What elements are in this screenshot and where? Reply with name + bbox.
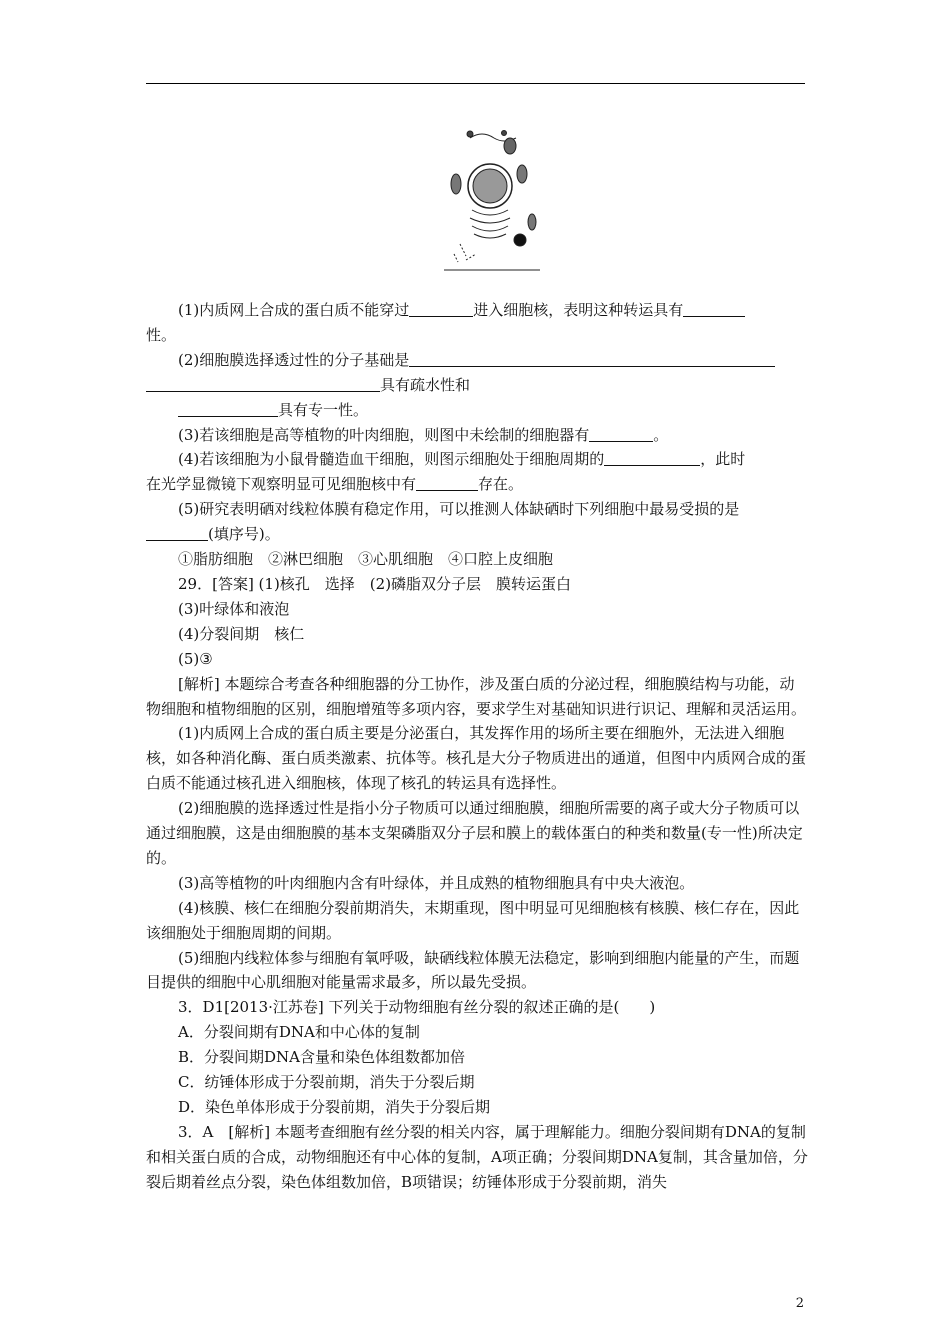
analysis29-e2: (2)细胞膜的选择透过性是指小分子物质可以通过细胞膜，细胞所需要的离子或大分子物质可以通过细胞膜，这是由细胞膜的基本支架磷脂双分子层和膜上的载体蛋白的种类和数量(专一性)所决定的。: [146, 799, 803, 867]
q29-part2-line3: 具有专一性。: [146, 398, 808, 423]
answer29-line5: (5)③: [178, 649, 213, 668]
q29-part5-line2: (填序号)。: [146, 522, 808, 547]
document-body: [146, 298, 808, 1195]
q3-option-d: D．染色单体形成于分裂前期，消失于分裂后期: [178, 1098, 491, 1116]
answer29-line4: (4)分裂间期 核仁: [178, 624, 305, 643]
answer29-line3: (3)叶绿体和液泡: [178, 599, 290, 618]
analysis29-e5: (5)细胞内线粒体参与细胞有氧呼吸，缺硒线粒体膜无法稳定，影响到细胞内能量的产生，而题目提供的细胞中心肌细胞对能量需求最多，所以最先受损。: [146, 948, 800, 992]
q29-options: ①脂肪细胞 ②淋巴细胞 ③心肌细胞 ④口腔上皮细胞: [178, 550, 554, 569]
header-rule: [146, 83, 805, 84]
analysis29-e4: (4)核膜、核仁在细胞分裂前期消失，末期重现，图中明显可见细胞核有核膜、核仁存在，因此该细胞处于细胞周期的间期。: [146, 898, 800, 942]
answer29-line1: 29．[答案] (1)核孔 选择 (2)磷脂双分子层 膜转运蛋白: [178, 574, 572, 593]
q29-part2: (2)细胞膜选择透过性的分子基础是: [146, 348, 808, 373]
q29-part4-line2: 在光学显微镜下观察明显可见细胞核中有 存在。: [146, 475, 524, 494]
q29-part1: (1)内质网上合成的蛋白质不能穿过 进入细胞核，表明这种转运具有: [146, 298, 808, 323]
q3-option-c: C．纺锤体形成于分裂前期，消失于分裂后期: [178, 1073, 475, 1092]
q29-part4: (4)若该细胞为小鼠骨髓造血干细胞，则图示细胞处于细胞周期的 ，此时: [178, 450, 746, 469]
analysis29-intro: [解析] 本题综合考查各种细胞器的分工协作，涉及蛋白质的分泌过程，细胞膜结构与功能，动物细胞和植物细胞的区别，细胞增殖等多项内容，要求学生对基础知识进行识记、理解和灵活运用。: [146, 674, 807, 718]
page-number: 2: [795, 1296, 804, 1311]
q29-part5: (5)研究表明硒对线粒体膜有稳定作用，可以推测人体缺硒时下列细胞中最易受损的是: [178, 500, 740, 519]
q29-part2-line2: 具有疏水性和: [146, 373, 808, 398]
q3-option-b: B．分裂间期DNA含量和染色体组数都加倍: [178, 1048, 466, 1067]
analysis29-e3: (3)高等植物的叶肉细胞内含有叶绿体，并且成熟的植物细胞具有中央大液泡。: [178, 873, 695, 892]
q3-stem: 3．D1[2013·江苏卷] 下列关于动物细胞有丝分裂的叙述正确的是( ): [178, 998, 656, 1017]
analysis29-e1: (1)内质网上合成的蛋白质主要是分泌蛋白，其发挥作用的场所主要在细胞外，无法进入细胞核，如各种消化酶、蛋白质类激素、抗体等。核孔是大分子物质进出的通道，但图中内质网合成的蛋白质不能通过核孔进入细胞核，体现了核孔的转运具有选择性。: [146, 724, 807, 793]
analysis3-text: 3．A [解析] 本题考查细胞有丝分裂的相关内容，属于理解能力。细胞分裂间期有DNA的复制和相关蛋白质的合成，动物细胞还有中心体的复制，A项正确；分裂间期DNA复制，其含量加倍，分裂后期着丝点分裂，染色体组数加倍，B项错误；纺锤体形成于分裂前期，消失: [146, 1122, 808, 1191]
cell-organelle-diagram-icon: [440, 126, 544, 274]
q29-part1-end: 性。: [146, 325, 177, 344]
q29-part3: (3)若该细胞是高等植物的叶肉细胞，则图中未绘制的细胞器有 。: [178, 425, 669, 444]
q3-option-a: A．分裂间期有DNA和中心体的复制: [178, 1023, 420, 1042]
